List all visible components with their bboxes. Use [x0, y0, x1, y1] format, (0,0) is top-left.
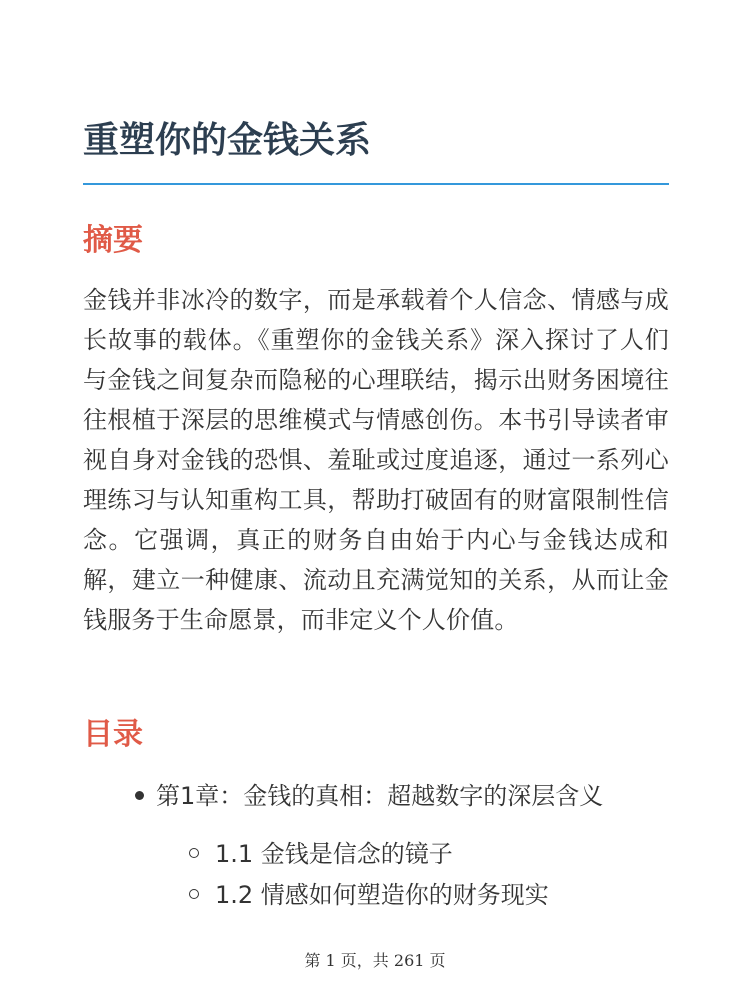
toc-section-1-1[interactable]: [189, 837, 453, 871]
toc-chapter-1[interactable]: [135, 779, 603, 813]
abstract-body: 金钱并非冰冷的数字，而是承载着个人信念、情感与成长故事的载体。《重塑你的金钱关系》深入探讨了人们与金钱之间复杂而隐秘的心理联结，揭示出财务困境往往根植于深层的思维模式与情感创伤。本书引导读者审视自身对金钱的恐惧、羞耻或过度追逐，通过一系列心理练习与认知重构工具，帮助打破固有的财富限制性信念。它强调，真正的财务自由始于内心与金钱达成和解，建立一种健康、流动且充满觉知的关系，从而让金钱服务于生命愿景，而非定义个人价值。: [83, 286, 669, 634]
toc-chapter-1-label: 第1章：金钱的真相：超越数字的深层含义: [156, 782, 604, 810]
bullet-disc-icon: [135, 791, 144, 800]
toc-section-1-2-label: 1.2 情感如何塑造你的财务现实: [215, 881, 549, 909]
document-title: 重塑你的金钱关系: [83, 120, 372, 161]
document-page: [83, 0, 669, 1000]
title-divider: [83, 183, 669, 185]
abstract-heading: 摘要: [83, 223, 143, 258]
page-footer: 第 1 页，共 261 页: [304, 951, 446, 970]
toc-heading: 目录: [83, 717, 143, 752]
toc-section-1-1-label: 1.1 金钱是信念的镜子: [215, 840, 453, 868]
toc-section-1-2[interactable]: [189, 878, 549, 912]
bullet-circle-icon: [189, 889, 199, 899]
bullet-circle-icon: [189, 848, 199, 858]
